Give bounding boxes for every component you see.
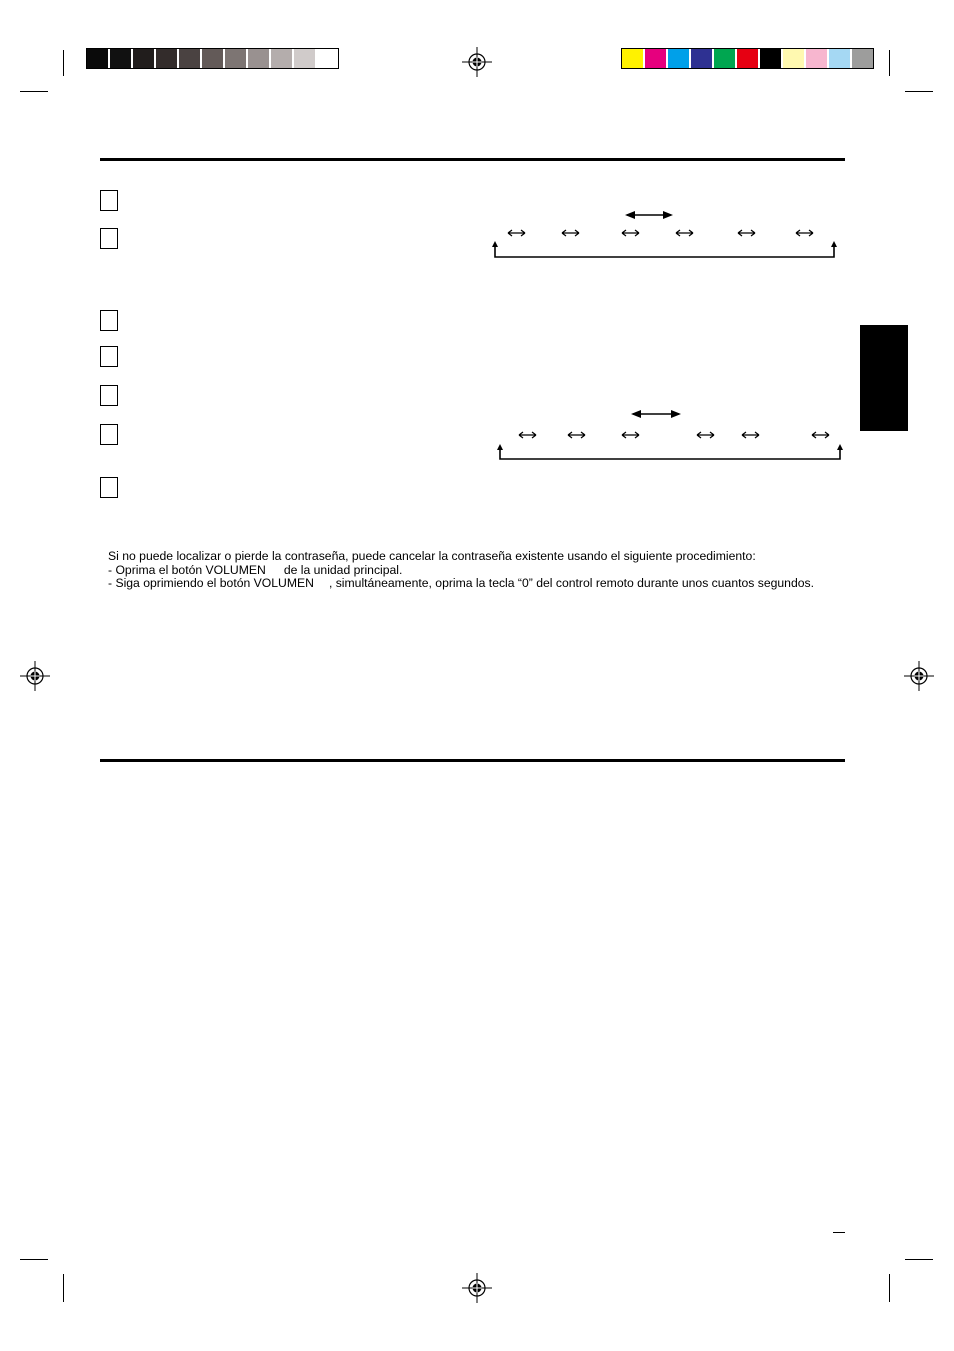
step-box-icon: [100, 190, 118, 211]
note-line-2-start: - Oprima el botón VOLUMEN: [108, 562, 266, 577]
color-swatch: [248, 49, 271, 68]
double-arrow-icon: [631, 410, 681, 418]
loop-bracket: [500, 446, 840, 459]
color-swatch: [156, 49, 179, 68]
registration-mark-icon: [904, 661, 934, 691]
loop-bracket: [495, 243, 834, 257]
note-line-2-end: de la unidad principal.: [283, 562, 403, 577]
step-box-icon: [100, 385, 118, 406]
page-number-dash: [833, 1232, 845, 1233]
password-reset-note: [108, 550, 814, 591]
color-swatch: [760, 49, 783, 68]
section-rule-bottom: [100, 759, 845, 762]
note-line-3-start: - Siga oprimiendo el botón VOLUMEN: [108, 576, 314, 590]
step-box-icon: [100, 310, 118, 331]
color-swatch: [225, 49, 248, 68]
crop-mark: [20, 1259, 48, 1260]
double-arrow-icon: [508, 230, 813, 236]
crop-mark: [905, 1259, 933, 1260]
double-arrow-icon: [519, 432, 829, 438]
color-swatch: [645, 49, 668, 68]
color-swatch: [737, 49, 760, 68]
color-swatch: [668, 49, 691, 68]
color-swatch: [829, 49, 852, 68]
cycle-diagram-2: [492, 404, 848, 464]
color-swatch: [202, 49, 225, 68]
double-arrow-icon: [625, 211, 673, 219]
color-swatch: [691, 49, 714, 68]
grayscale-bar: [86, 48, 339, 69]
step-box-icon: [100, 228, 118, 249]
crop-mark: [905, 91, 933, 92]
color-swatch: [294, 49, 317, 68]
registration-mark-icon: [462, 47, 492, 77]
crop-mark: [63, 50, 64, 76]
section-rule-top: [100, 158, 845, 161]
crop-mark: [889, 1274, 890, 1302]
color-swatch: [714, 49, 737, 68]
process-color-bar: [621, 48, 874, 69]
color-swatch: [179, 49, 202, 68]
registration-mark-icon: [462, 1273, 492, 1303]
color-swatch: [852, 49, 873, 68]
cycle-diagram-1: [488, 205, 844, 263]
color-swatch: [110, 49, 133, 68]
color-swatch: [271, 49, 294, 68]
crop-mark: [20, 91, 48, 92]
note-line-3: [108, 577, 814, 591]
step-box-icon: [100, 477, 118, 498]
note-line-1: Si no puede localizar o pierde la contraseña, puede cancelar la contraseña existente usando el siguiente procedimiento:: [108, 549, 756, 563]
color-swatch: [783, 49, 806, 68]
step-box-icon: [100, 424, 118, 445]
crop-mark: [889, 50, 890, 76]
note-line-3-end: , simultáneamente, oprima la tecla “0” del control remoto durante unos cuantos segundos.: [328, 576, 814, 590]
note-line-2: [108, 564, 814, 578]
color-swatch: [622, 49, 645, 68]
step-box-icon: [100, 346, 118, 367]
color-swatch: [806, 49, 829, 68]
color-swatch: [87, 49, 110, 68]
color-swatch: [317, 49, 338, 68]
crop-mark: [63, 1274, 64, 1302]
registration-mark-icon: [20, 661, 50, 691]
color-swatch: [133, 49, 156, 68]
section-tab: [860, 325, 908, 431]
